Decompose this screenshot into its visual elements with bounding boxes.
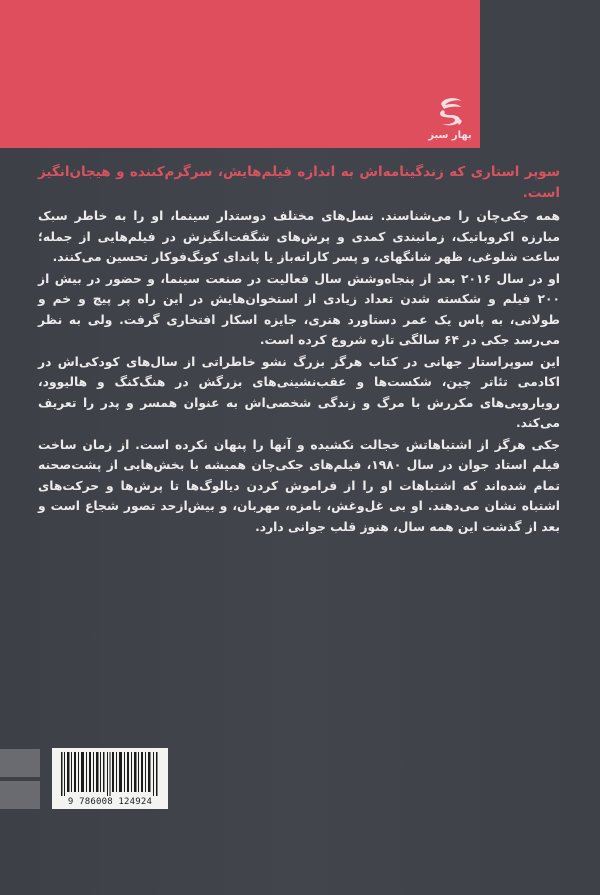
- barcode-bars-icon: [61, 752, 159, 796]
- blurb-headline: سوپر استاری که زندگینامه‌اش به اندازه فیلم‌هایش، سرگرم‌کننده و هیجان‌انگیز است.: [38, 164, 560, 201]
- red-accent-block: [0, 0, 480, 148]
- isbn-barcode: [52, 748, 168, 809]
- publisher-logo: [420, 95, 480, 145]
- isbn-number: 9 786008 124924: [67, 797, 153, 807]
- spine-band-bottom: [0, 781, 40, 809]
- blurb-paragraph-2: او در سال ۲۰۱۶ بعد از پنجاه‌وشش سال فعالیت در صنعت سینما، و حضور در بیش از ۲۰۰ فیلم و شکسته شدن تعداد زیادی از استخوان‌هایش در این راه پر پیچ و خم و طولانی، به پاس یک عمر دستاورد هنری، جایزه اسکار افتخاری گرفت. ولی به نظر می‌رسد جکی در ۶۴ سالگی تازه شروع کرده است.: [38, 271, 560, 347]
- blurb-paragraph-3: این سوپراستار جهانی در کتاب هرگز بزرگ نشو خاطراتی از سال‌های کودکی‌اش در اکادمی تئاتر چین، شکست‌ها و عقب‌نشینی‌های بزرگش در هنگ‌کنگ و هالیوود، رویارویی‌های مکررش با مرگ و زندگی شخصی‌اش به عنوان همسر و پدر را تعریف می‌کند.: [38, 354, 560, 430]
- blurb-text-block: [38, 162, 560, 538]
- blurb-paragraph-4: جکی هرگز از اشتباهاتش خجالت نکشیده و آنها را پنهان نکرده است. از زمان ساخت فیلم استاد جوان در سال ۱۹۸۰، فیلم‌های جکی‌چان همیشه با بخش‌هایی از پشت‌صحنه تمام شده‌اند که اشتباهات او را از فراموش کردن دیالوگ‌ها تا پرش‌ها و حرکت‌های اشتباه نشان می‌دهند. او بی غل‌وغش، بامزه، مهربان، و بیش‌ازحد تصور شجاع است و بعد از گذشت این همه سال، هنوز قلب جوانی دارد.: [38, 437, 560, 534]
- publisher-name: بهار سبز: [428, 130, 472, 141]
- blurb-paragraph-1: همه جکی‌چان را می‌شناسند. نسل‌های مختلف دوستدار سینما، او را به خاطر سبک مبارزه اکروباتیک، زمانبندی کمدی و پرش‌های شگفت‌انگیزش در فیلم‌هایی از جمله؛ ساعت شلوغی، ظهر شانگهای، و پسر کاراته‌باز یا پاندای کونگ‌فوکار تحسین می‌کنند.: [38, 209, 560, 264]
- spine-band-top: [0, 749, 40, 777]
- publisher-book-icon: [433, 95, 467, 129]
